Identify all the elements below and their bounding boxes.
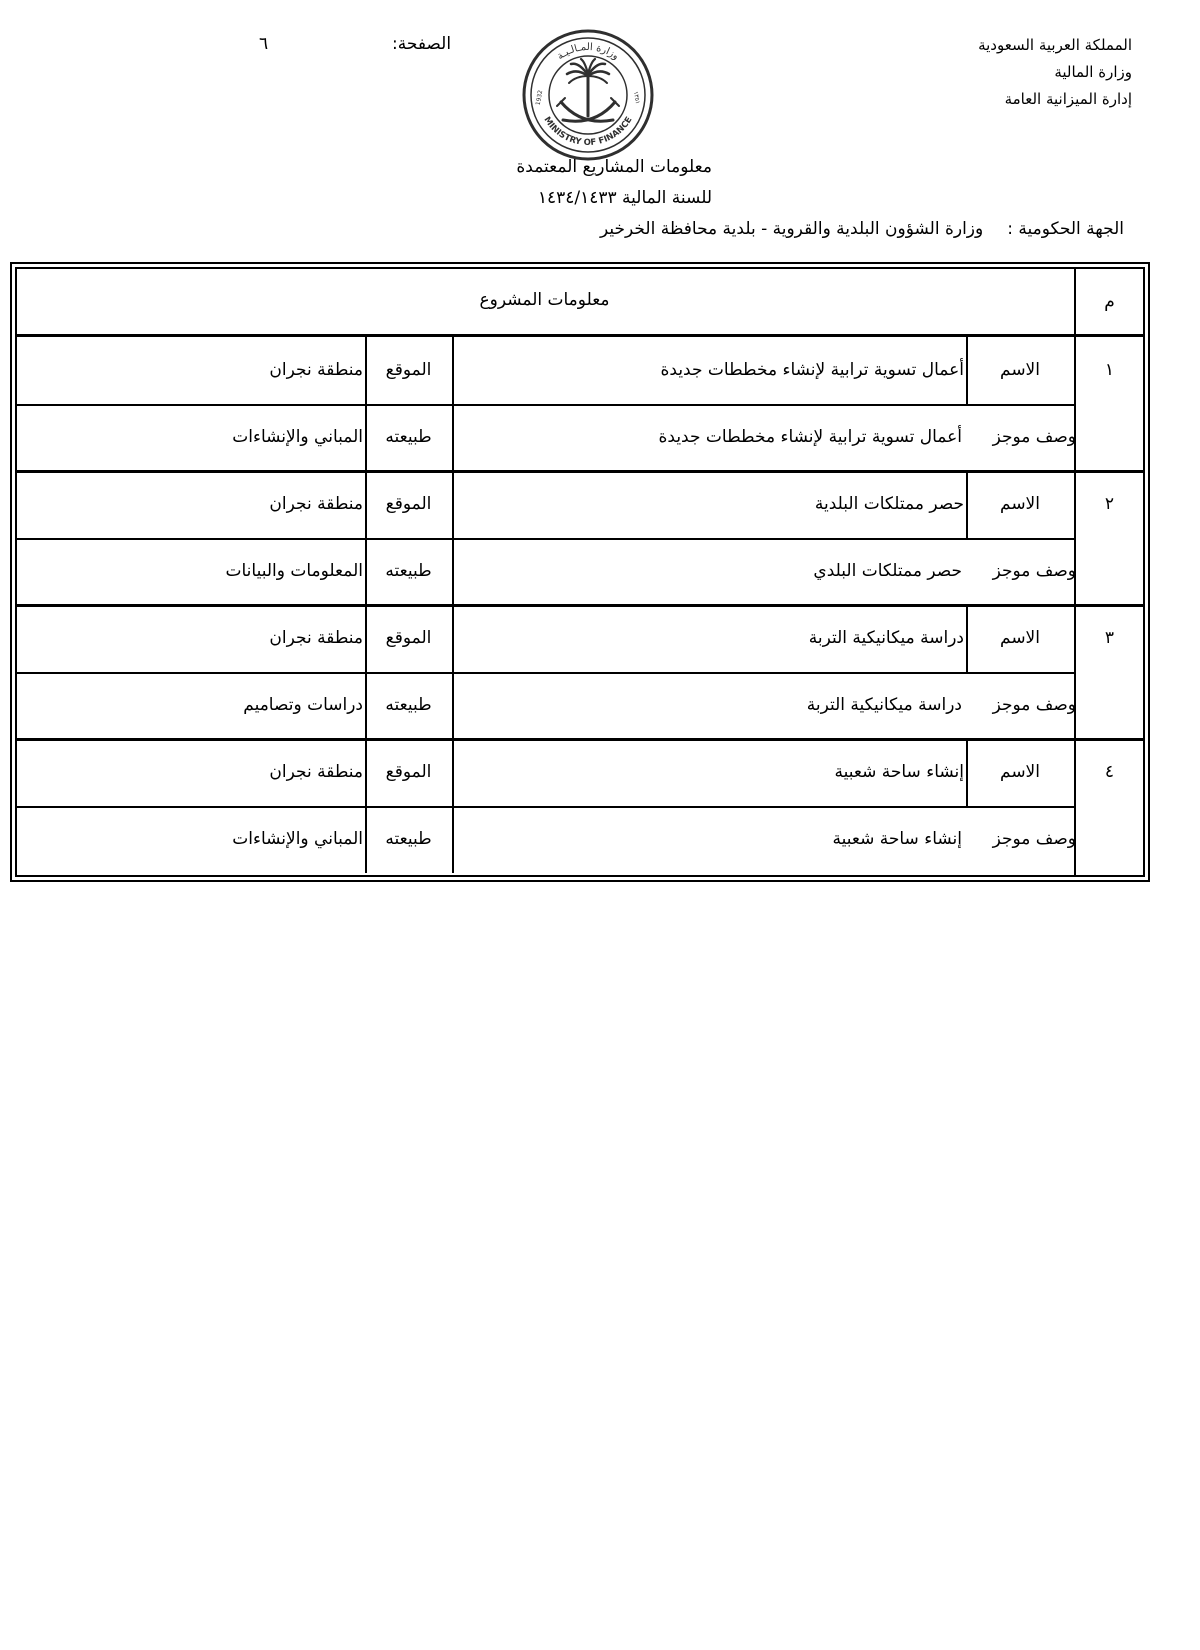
- project-row-divider: [15, 672, 1074, 674]
- project-nature: المباني والإنشاءات: [232, 829, 363, 849]
- project-separator: [15, 604, 1145, 607]
- project-row-divider: [15, 538, 1074, 540]
- project-row-divider: [15, 404, 1074, 406]
- title-line-1: معلومات المشاريع المعتمدة: [516, 157, 712, 177]
- project-index: ٣: [1104, 628, 1115, 648]
- country-name: المملكة العربية السعودية: [978, 36, 1132, 54]
- nature-label: طبيعته: [385, 427, 432, 447]
- project-description: حصر ممتلكات البلدي: [813, 561, 962, 581]
- info-column-header: معلومات المشروع: [479, 290, 610, 310]
- name-label: الاسم: [1000, 762, 1040, 782]
- project-row-divider: [15, 806, 1074, 808]
- description-label: وصف موجز: [992, 427, 1076, 447]
- seal-year-right: ١٣٥١: [631, 90, 642, 105]
- name-label: الاسم: [1000, 494, 1040, 514]
- project-separator: [15, 470, 1145, 473]
- seal-bottom-text: MINISTRY OF FINANCE: [541, 115, 635, 149]
- department-name: إدارة الميزانية العامة: [1004, 90, 1132, 108]
- palm-and-swords-emblem-icon: [557, 59, 619, 121]
- document-title: [452, 152, 712, 214]
- description-label: وصف موجز: [992, 561, 1076, 581]
- middle-column-divider: [452, 471, 454, 605]
- page-label: الصفحة:: [392, 34, 452, 54]
- project-location: منطقة نجران: [269, 628, 363, 648]
- project-name: دراسة ميكانيكية التربة: [808, 628, 964, 648]
- project-nature: المباني والإنشاءات: [232, 427, 363, 447]
- agency-label: الجهة الحكومية :: [1007, 219, 1124, 239]
- project-name: حصر ممتلكات البلدية: [814, 494, 964, 514]
- header-divider: [15, 334, 1145, 337]
- second-label-column-divider: [365, 337, 367, 471]
- project-index: ٢: [1104, 494, 1115, 514]
- seal-top-text: وزارة المـالـيـة: [555, 41, 621, 63]
- page-number: ٦: [259, 34, 269, 54]
- middle-column-divider: [452, 605, 454, 739]
- location-label: الموقع: [385, 494, 432, 514]
- middle-column-divider: [452, 337, 454, 471]
- name-label: الاسم: [1000, 360, 1040, 380]
- title-line-2: للسنة المالية ١٤٣٤/١٤٣٣: [537, 188, 712, 208]
- agency-value: وزارة الشؤون البلدية والقروية - بلدية محافظة الخرخير: [600, 219, 984, 239]
- location-label: الموقع: [385, 628, 432, 648]
- project-nature: المعلومات والبيانات: [225, 561, 363, 581]
- location-label: الموقع: [385, 762, 432, 782]
- project-description: أعمال تسوية ترابية لإنشاء مخططات جديدة: [658, 427, 962, 447]
- government-agency: [404, 219, 1124, 239]
- project-name: إنشاء ساحة شعبية: [834, 762, 964, 782]
- nature-label: طبيعته: [385, 695, 432, 715]
- project-location: منطقة نجران: [269, 762, 363, 782]
- project-separator: [15, 738, 1145, 741]
- project-name: أعمال تسوية ترابية لإنشاء مخططات جديدة: [660, 360, 964, 380]
- description-label: وصف موجز: [992, 695, 1076, 715]
- project-description: دراسة ميكانيكية التربة: [806, 695, 962, 715]
- letterhead: [802, 32, 1132, 113]
- index-column-header: م: [1104, 292, 1115, 312]
- project-description: إنشاء ساحة شعبية: [832, 829, 962, 849]
- project-location: منطقة نجران: [269, 494, 363, 514]
- nature-label: طبيعته: [385, 561, 432, 581]
- second-label-column-divider: [365, 739, 367, 873]
- middle-column-divider: [452, 739, 454, 873]
- location-label: الموقع: [385, 360, 432, 380]
- description-label: وصف موجز: [992, 829, 1076, 849]
- ministry-seal-icon: [521, 28, 655, 162]
- second-label-column-divider: [365, 605, 367, 739]
- project-index: ١: [1104, 360, 1115, 380]
- project-location: منطقة نجران: [269, 360, 363, 380]
- project-index: ٤: [1104, 762, 1115, 782]
- projects-table: [10, 262, 1150, 882]
- second-label-column-divider: [365, 471, 367, 605]
- seal-year-left: 1932: [534, 89, 545, 106]
- nature-label: طبيعته: [385, 829, 432, 849]
- project-nature: دراسات وتصاميم: [243, 695, 363, 715]
- name-label: الاسم: [1000, 628, 1040, 648]
- ministry-name: وزارة المالية: [1054, 63, 1132, 81]
